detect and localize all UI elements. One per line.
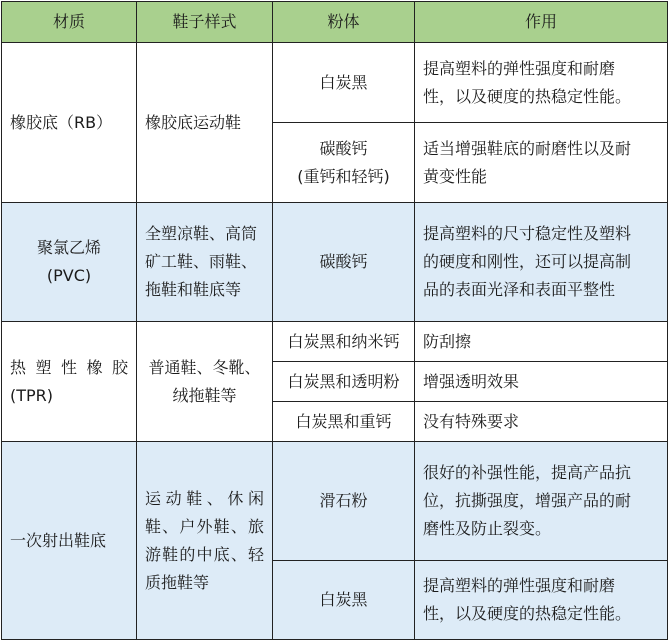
shoe-style-line: 全塑凉鞋、高筒	[145, 224, 258, 243]
function-line: 性，以及硬度的热稳定性能。	[423, 604, 632, 623]
header-material: 材质	[2, 2, 137, 43]
shoe-powder-table	[1, 1, 668, 640]
header-function: 作用	[415, 2, 668, 43]
material-line: 聚氯乙烯	[36, 238, 101, 257]
shoe-style-cell	[137, 442, 273, 640]
table-row	[2, 442, 668, 561]
function-line: 提高塑料的弹性强度和耐磨	[423, 576, 616, 595]
function-line: 品的表面光泽和表面平整性	[423, 280, 616, 299]
function-line: 位，抗撕强度，增强产品的耐	[423, 491, 632, 510]
shoe-style-line: 质拖鞋等	[145, 572, 210, 592]
powder-cell: 碳酸钙	[273, 203, 415, 322]
table-row	[2, 322, 668, 362]
powder-cell	[273, 123, 415, 203]
shoe-style-cell	[137, 203, 273, 322]
function-cell	[415, 123, 668, 203]
function-cell	[415, 203, 668, 322]
material-line: (PVC)	[46, 266, 92, 285]
shoe-style-cell	[137, 322, 273, 442]
function-line: 性，以及硬度的热稳定性能。	[423, 86, 632, 106]
function-line: 适当增强鞋底的耐磨性以及耐	[423, 138, 632, 158]
powder-cell: 白炭黑和纳米钙	[273, 322, 415, 362]
shoe-style-line: 普通鞋、冬靴、	[148, 357, 261, 377]
function-cell	[415, 442, 668, 561]
table-row	[2, 43, 668, 123]
function-cell: 防刮擦	[415, 322, 668, 362]
powder-line: 碳酸钙	[319, 138, 368, 158]
shoe-style-line: 拖鞋和鞋底等	[145, 280, 242, 299]
material-line: (TPR)	[10, 385, 54, 405]
powder-cell: 白炭黑	[273, 561, 415, 640]
shoe-style-cell: 橡胶底运动鞋	[137, 43, 273, 203]
function-cell: 没有特殊要求	[415, 402, 668, 442]
function-line: 磨性及防止裂变。	[423, 519, 552, 538]
powder-cell: 滑石粉	[273, 442, 415, 561]
powder-line: (重钙和轻钙)	[297, 166, 390, 186]
powder-cell: 白炭黑	[273, 43, 415, 123]
function-cell: 增强透明效果	[415, 362, 668, 402]
header-powder: 粉体	[273, 2, 415, 43]
header-shoe-style: 鞋子样式	[137, 2, 273, 43]
material-cell: 橡胶底（RB）	[2, 43, 137, 203]
shoe-style-line: 绒拖鞋等	[172, 385, 237, 405]
material-line: 热塑性橡胶	[10, 357, 128, 377]
shoe-style-line: 矿工鞋、雨鞋、	[145, 252, 258, 271]
powder-cell: 白炭黑和重钙	[273, 402, 415, 442]
function-line: 黄变性能	[423, 166, 488, 186]
function-cell	[415, 561, 668, 640]
shoe-style-line: 运动鞋、休闲	[145, 488, 264, 508]
function-line: 提高塑料的弹性强度和耐磨	[423, 58, 616, 78]
function-line: 很好的补强性能，提高产品抗	[423, 463, 632, 482]
material-cell: 一次射出鞋底	[2, 442, 137, 640]
powder-cell: 白炭黑和透明粉	[273, 362, 415, 402]
header-row	[2, 2, 668, 43]
function-cell	[415, 43, 668, 123]
material-cell	[2, 322, 137, 442]
material-cell	[2, 203, 137, 322]
table-row	[2, 203, 668, 322]
function-line: 提高塑料的尺寸稳定性及塑料	[423, 224, 632, 243]
shoe-style-line: 鞋、户外鞋、旅	[145, 516, 264, 536]
function-line: 的硬度和刚性，还可以提高制	[423, 252, 632, 271]
shoe-style-line: 游鞋的中底、轻	[145, 544, 264, 564]
